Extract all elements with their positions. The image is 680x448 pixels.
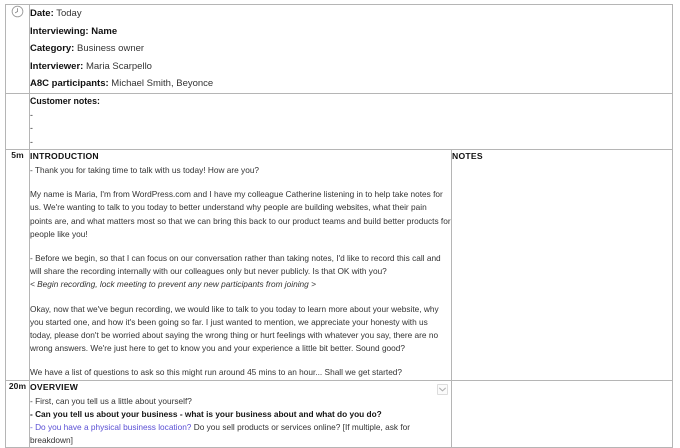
info-label-participants: A8C participants:	[30, 78, 109, 89]
table-row-header-info	[6, 5, 673, 94]
section-paragraph: We have a list of questions to ask so this might run around 45 mins to an hour... Shall we get started?	[30, 367, 403, 378]
section-title-overview: OVERVIEW	[30, 381, 79, 392]
notes-column-header: NOTES	[452, 151, 483, 161]
customer-notes-cell[interactable]	[30, 93, 673, 150]
section-paragraph-recording-note: < Begin recording, lock meeting to prevent any new participants from joining >	[30, 279, 316, 290]
info-value-category: Business owner	[76, 43, 145, 54]
table-row-customer-notes	[6, 93, 673, 150]
notes-column-overview[interactable]	[452, 380, 673, 448]
info-label-interviewer: Interviewer:	[30, 60, 84, 72]
section-paragraph: Okay, now that we've begun recording, we would like to talk to you today to learn more about your website, why you started one, and how it's been going so far. I just wanted to mention, we appreciate your honesty with us today, please don't be worried about saying the wrong thing or hurt feelings with whatever you say, there are no wrong answers. We're just here to get to know you and your experience a little bit better. Sound good?	[30, 303, 439, 354]
info-label-interviewing: Interviewing:	[30, 25, 89, 37]
info-label-category: Category:	[30, 43, 75, 54]
notes-column-introduction[interactable]	[452, 150, 673, 381]
clock-icon[interactable]	[11, 5, 24, 18]
info-row-interviewer	[30, 58, 672, 76]
info-row-category	[30, 40, 672, 58]
customer-notes-bullet: -	[30, 123, 33, 133]
interview-script-table	[5, 4, 673, 448]
section-time-overview: 20m	[6, 380, 30, 448]
info-value-participants: Michael Smith, Beyonce	[111, 78, 214, 89]
customer-notes-bullet: -	[30, 109, 33, 120]
info-label-date: Date:	[30, 8, 54, 19]
info-row-date	[30, 5, 672, 23]
section-question: - First, can you tell us a little about yourself?	[30, 395, 192, 406]
question-trailing-text: Do you sell products or services online? [If multiple, ask for breakdown]	[30, 422, 411, 446]
section-title-introduction: INTRODUCTION	[30, 151, 99, 161]
info-value-interviewer: Maria Scarpello	[85, 60, 152, 72]
customer-notes-title: Customer notes:	[30, 95, 100, 106]
section-body-introduction[interactable]	[30, 150, 452, 381]
info-value-interviewing: Name	[91, 25, 118, 37]
question-link-text[interactable]: - Do you have a physical business location?	[30, 422, 192, 433]
history-clock-cell	[6, 5, 30, 94]
section-question-link	[30, 421, 451, 447]
section-question-highlighted: - Can you tell us about your business - what is your business about and what do you do?	[30, 408, 382, 419]
header-info-cell[interactable]	[30, 5, 673, 94]
customer-notes-bullet: -	[30, 136, 33, 147]
section-time-introduction: 5m	[6, 150, 30, 381]
section-paragraph: My name is Maria, I'm from WordPress.com and I have my colleague Catherine listening in to help take notes for us. We're wanting to talk to you today to better understand why people are building websites, what their pain points are, and what matters most so that we can bring this back to our product teams and build better products for people like you!	[30, 189, 451, 239]
chevron-down-icon[interactable]	[437, 384, 448, 395]
info-row-interviewing	[30, 23, 672, 41]
info-value-date: Today	[56, 8, 82, 19]
section-body-overview[interactable]	[30, 380, 452, 448]
section-paragraph: - Before we begin, so that I can focus on our conversation rather than taking notes, I'd like to record this call and will share the recording internally with our colleagues only but never publicly. Is that OK with you?	[30, 253, 441, 277]
table-row-overview	[6, 380, 673, 448]
info-row-participants	[30, 75, 672, 93]
customer-notes-time-cell	[6, 93, 30, 150]
table-row-introduction	[6, 150, 673, 381]
section-paragraph: - Thank you for taking time to talk with us today! How are you?	[30, 165, 260, 175]
